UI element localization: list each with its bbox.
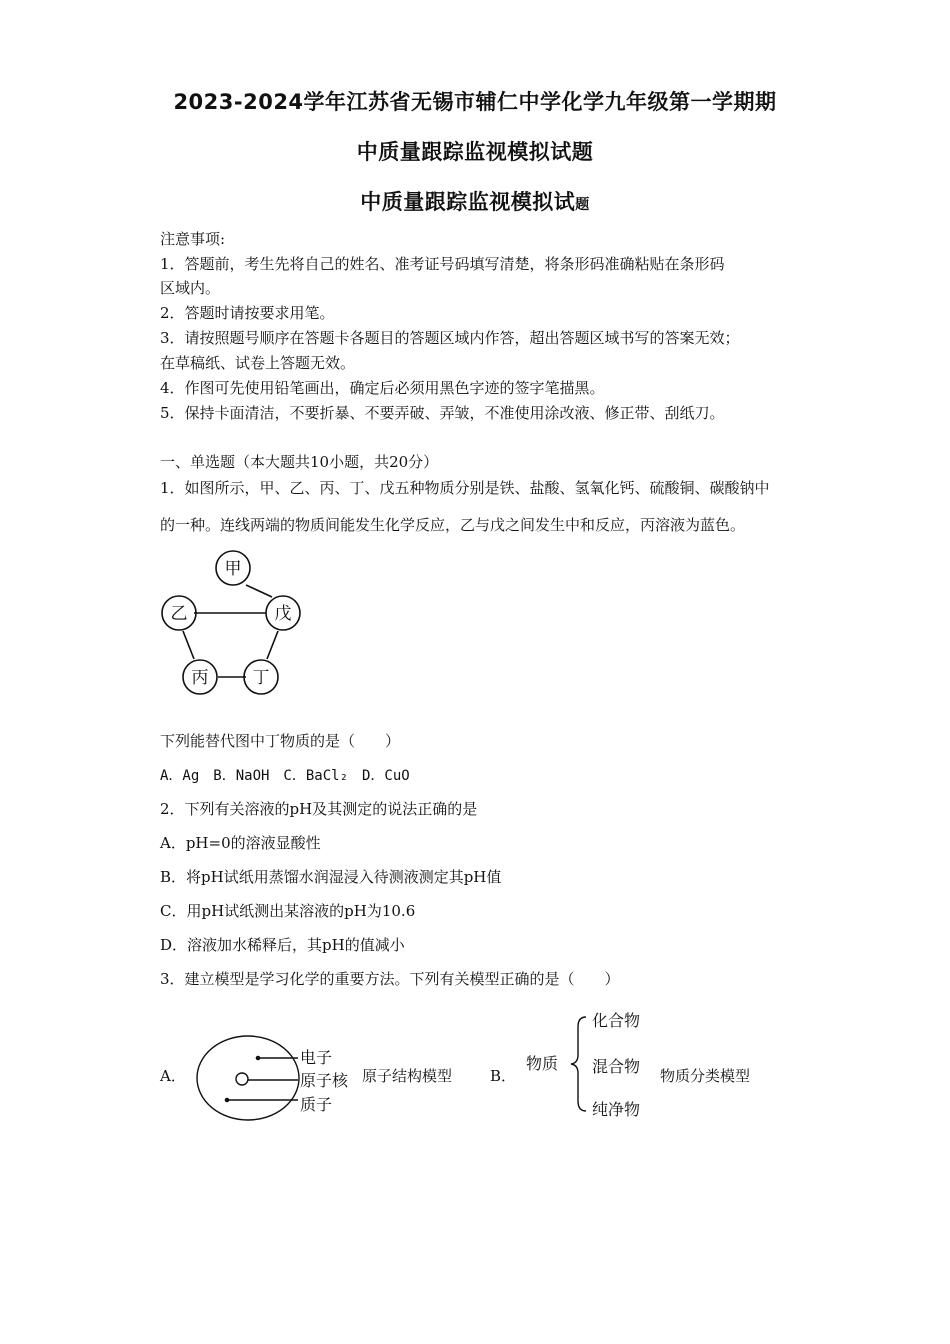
q1-pentagon-diagram: [150, 540, 320, 710]
node-bing-label: 丙: [191, 668, 209, 688]
notice-heading: 注意事项:: [160, 230, 226, 248]
q3-option-b-label: B．: [490, 1067, 517, 1085]
notice-item: 在草稿纸、试卷上答题无效。: [160, 354, 356, 372]
title-line-1: 2023-2024学年江苏省无锡市辅仁中学化学九年级第一学期期: [173, 90, 777, 114]
atom-label-electron: 电子: [300, 1048, 333, 1067]
q1-question: 下列能替代图中丁物质的是（ ）: [160, 732, 401, 750]
class-item-compound: 化合物: [592, 1011, 641, 1030]
node-wu-label: 戊: [274, 604, 292, 624]
matter-classification-diagram: [520, 1005, 660, 1125]
notice-item: 4．作图可先使用铅笔画出，确定后必须用黑色字迹的签字笔描黑。: [160, 379, 605, 397]
class-root-label: 物质: [526, 1054, 559, 1073]
edge-wu-ding: [267, 631, 278, 659]
atom-label-nucleus: 原子核: [300, 1071, 349, 1090]
node-ding-label: 丁: [252, 668, 270, 688]
atom-nucleus: [236, 1073, 248, 1085]
atom-label-proton: 质子: [300, 1095, 333, 1114]
q2-option-c: C．用pH试纸测出某溶液的pH为10.6: [160, 902, 416, 920]
notice-item: 区域内。: [160, 279, 221, 297]
q2-option-b: B．将pH试纸用蒸馏水润湿浸入待测液测定其pH值: [160, 868, 502, 886]
q3-option-b-caption: 物质分类模型: [660, 1067, 751, 1085]
atom-structure-diagram: [190, 1030, 370, 1125]
q1-stem-line-2: 的一种。连线两端的物质间能发生化学反应，乙与戊之间发生中和反应，丙溶液为蓝色。: [160, 516, 746, 534]
edge-yi-bing: [183, 631, 194, 659]
node-yi-label: 乙: [170, 604, 188, 624]
class-item-pure: 纯净物: [592, 1100, 641, 1119]
title-line-2: 中质量跟踪监视模拟试题: [356, 140, 594, 164]
notice-item: 1．答题前，考生先将自己的姓名、准考证号码填写清楚，将条形码准确粘贴在条形码: [160, 255, 725, 273]
q1-options: A．Ag B．NaOH C．BaCl₂ D．CuO: [160, 768, 410, 784]
brace: [571, 1017, 586, 1111]
edge-jia-wu: [246, 585, 272, 597]
node-jia-label: 甲: [224, 559, 242, 579]
q2-option-a: A．pH=0的溶液显酸性: [160, 834, 321, 852]
notice-item: 3．请按照题号顺序在答题卡各题目的答题区域内作答，超出答题区域书写的答案无效；: [160, 329, 740, 347]
q2-option-d: D．溶液加水稀释后，其pH的值减小: [160, 936, 405, 954]
title-line-3-main: 中质量跟踪监视模拟试: [360, 190, 576, 214]
class-item-mixture: 混合物: [592, 1057, 641, 1076]
q3-stem: 3．建立模型是学习化学的重要方法。下列有关模型正确的是（ ）: [160, 970, 620, 988]
title-line-3: [0, 186, 950, 216]
title-line-3-small: 题: [575, 197, 590, 213]
section-heading: 一、单选题（本大题共10小题，共20分）: [160, 453, 439, 471]
q3-option-a-caption: 原子结构模型: [362, 1067, 453, 1085]
q2-stem: 2．下列有关溶液的pH及其测定的说法正确的是: [160, 800, 478, 818]
q1-stem-line-1: 1．如图所示，甲、乙、丙、丁、戊五种物质分别是铁、盐酸、氢氧化钙、硫酸铜、碳酸钠中: [160, 479, 770, 497]
notice-item: 5．保持卡面清洁，不要折暴、不要弄破、弄皱，不准使用涂改液、修正带、刮纸刀。: [160, 404, 725, 422]
q3-option-a-label: A．: [160, 1067, 186, 1085]
notice-item: 2．答题时请按要求用笔。: [160, 304, 335, 322]
